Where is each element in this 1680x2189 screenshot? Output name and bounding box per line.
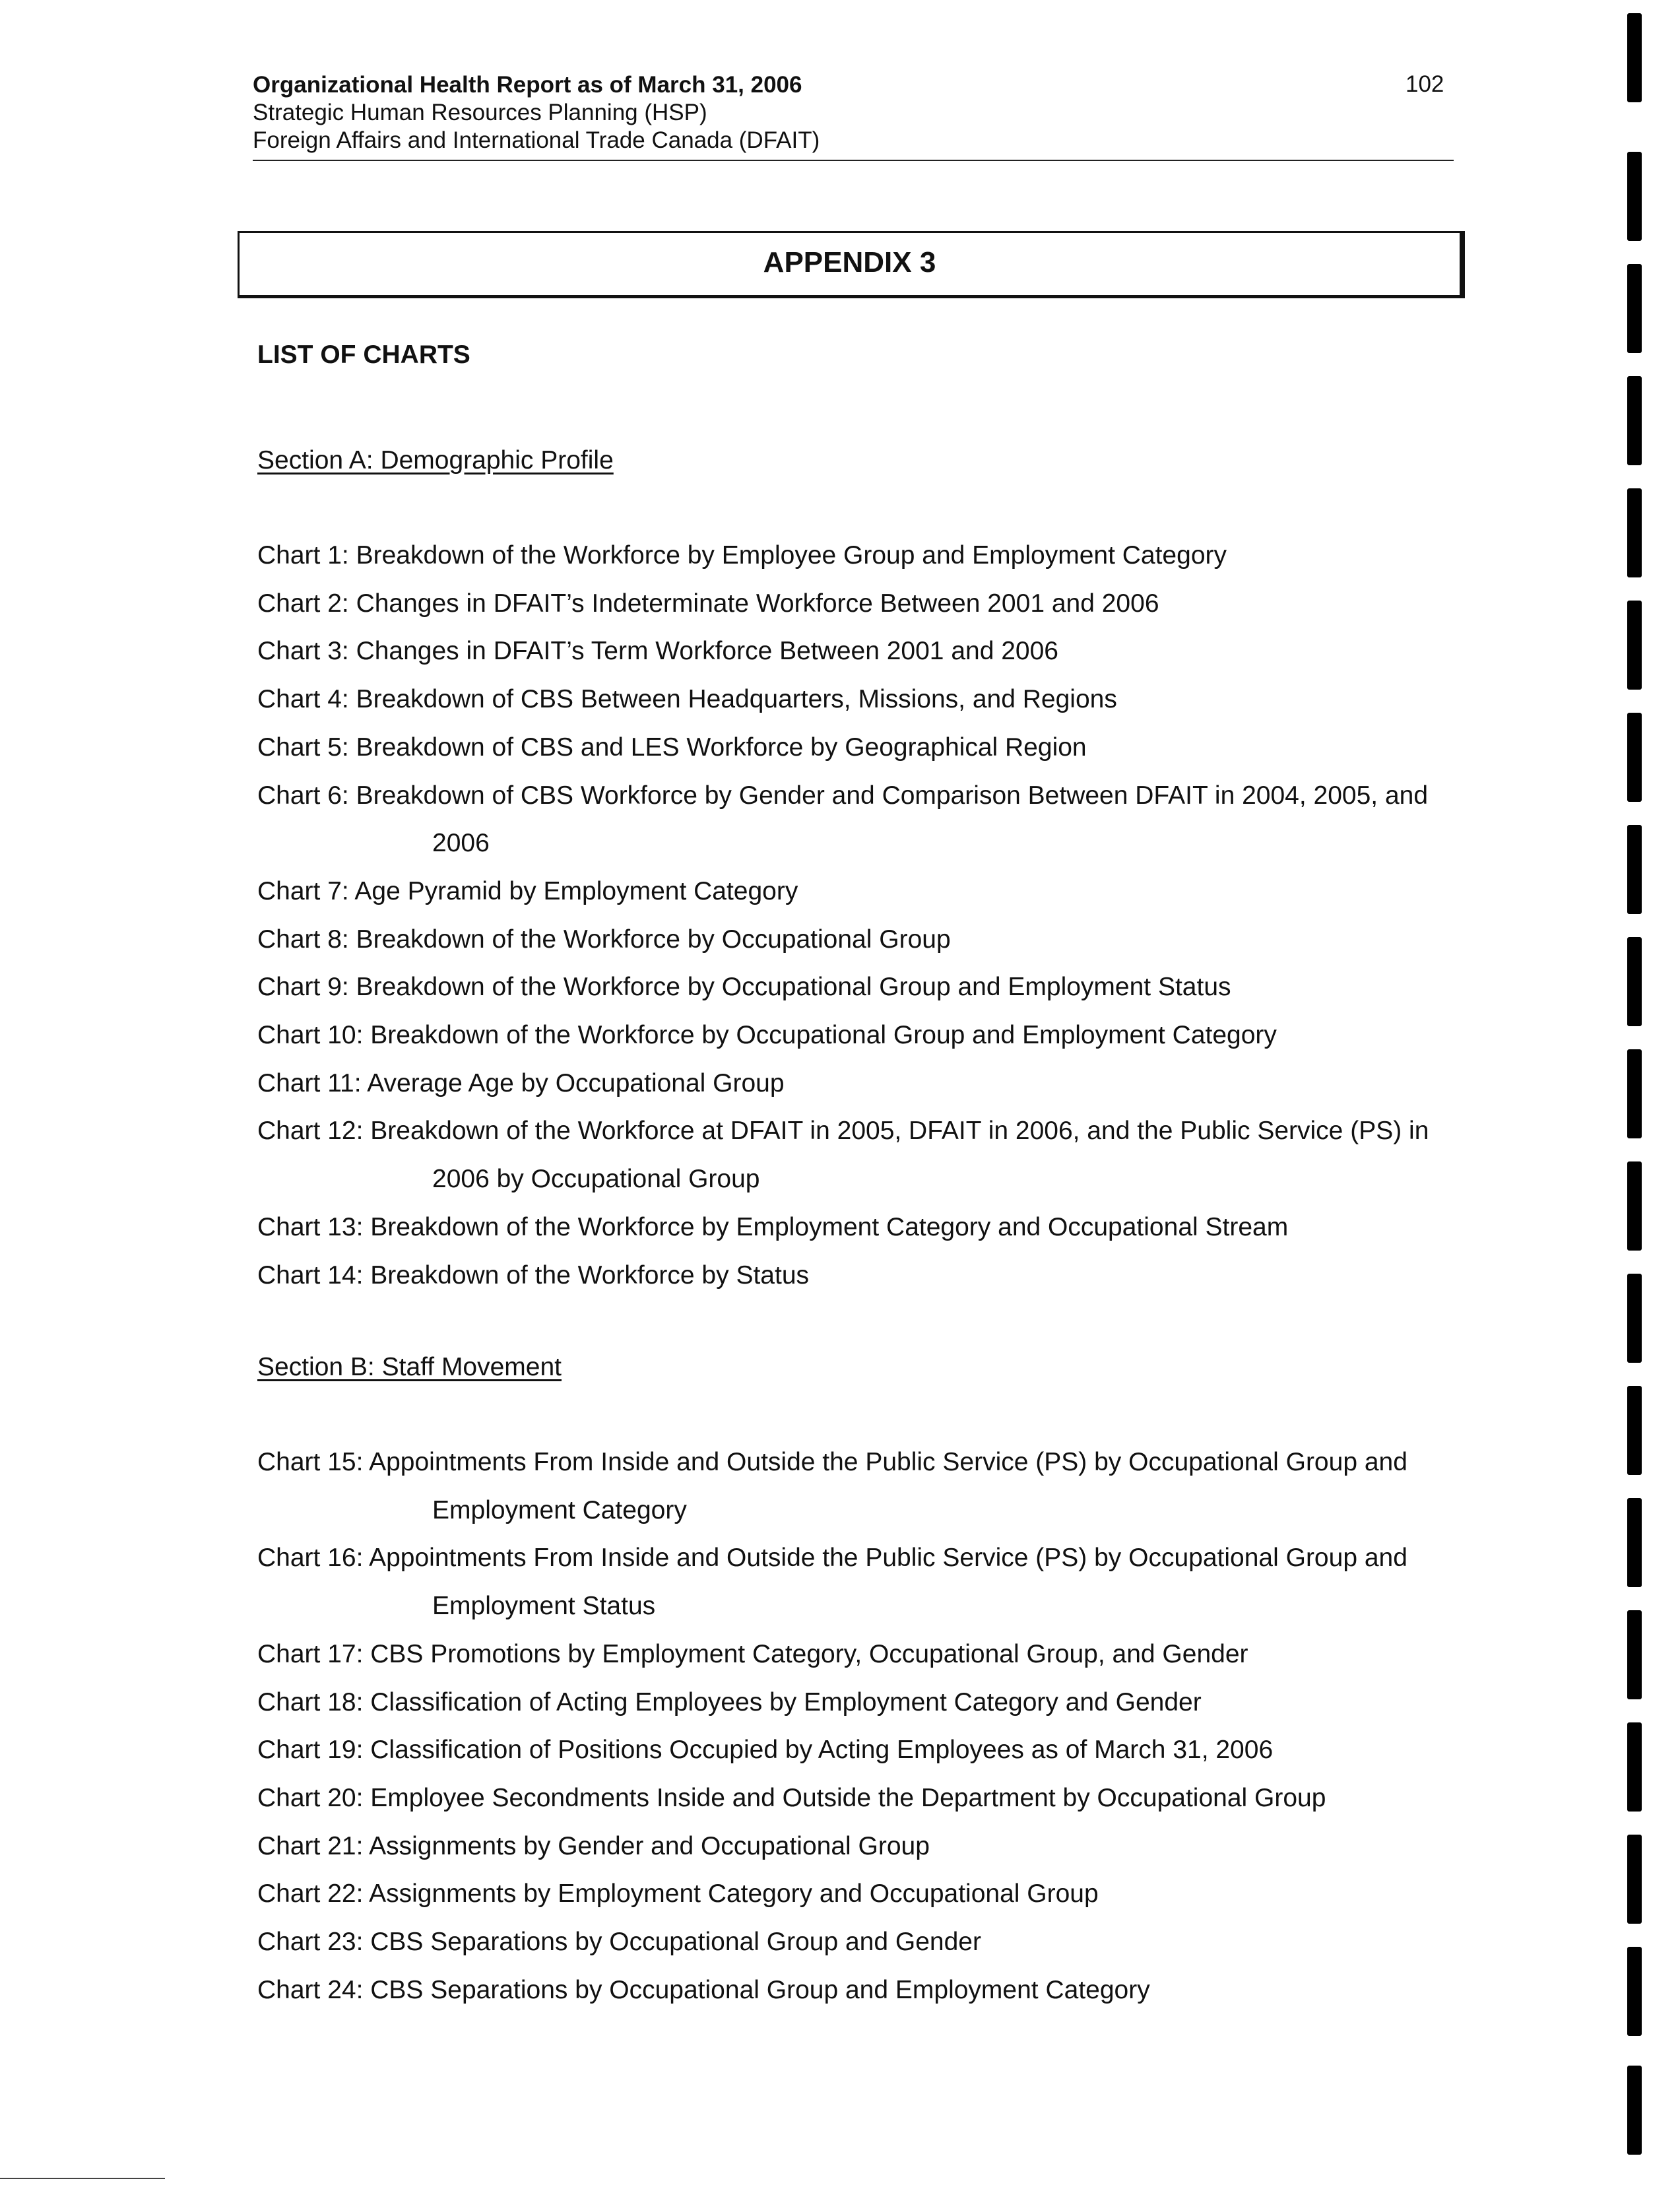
- binding-mark: [1627, 2066, 1642, 2155]
- binding-mark: [1627, 1947, 1642, 2036]
- list-item: Chart 13: Breakdown of the Workforce by Employment Category and Occupational Stream: [257, 1212, 1289, 1241]
- appendix-title-box: [238, 231, 1465, 298]
- list-item: Chart 19: Classification of Positions Occupied by Acting Employees as of March 31, 2006: [257, 1736, 1274, 1765]
- binding-mark: [1627, 1498, 1642, 1587]
- binding-mark: [1627, 1274, 1642, 1363]
- list-item: Chart 24: CBS Separations by Occupational Group and Employment Category: [257, 1975, 1150, 2004]
- binding-marks: [1617, 0, 1656, 2189]
- list-item: Chart 20: Employee Secondments Inside and Outside the Department by Occupational Group: [257, 1783, 1326, 1812]
- list-item: Chart 6: Breakdown of CBS Workforce by Gender and Comparison Between DFAIT in 2004, 2005, and 2006: [257, 781, 1429, 858]
- list-item: Chart 15: Appointments From Inside and Outside the Public Service (PS) by Occupational Group and Employment Category: [257, 1448, 1407, 1524]
- binding-mark: [1627, 488, 1642, 577]
- list-item: Chart 5: Breakdown of CBS and LES Workforce by Geographical Region: [257, 733, 1087, 762]
- binding-mark: [1627, 1722, 1642, 1812]
- list-item: Chart 23: CBS Separations by Occupational Group and Gender: [257, 1928, 981, 1957]
- list-item: Chart 12: Breakdown of the Workforce at DFAIT in 2005, DFAIT in 2006, and the Public Service (PS) in 2006 by Occupational Group: [257, 1117, 1429, 1194]
- list-item: Chart 7: Age Pyramid by Employment Category: [257, 876, 798, 905]
- list-item: Chart 11: Average Age by Occupational Group: [257, 1068, 785, 1097]
- list-item: Chart 1: Breakdown of the Workforce by Employee Group and Employment Category: [257, 541, 1227, 570]
- binding-mark: [1627, 937, 1642, 1026]
- list-item: Chart 9: Breakdown of the Workforce by Occupational Group and Employment Status: [257, 973, 1231, 1002]
- section-heading-demographic-profile: Section A: Demographic Profile: [257, 446, 614, 474]
- chart-list-section-b: [257, 1439, 1452, 2014]
- binding-mark: [1627, 152, 1642, 241]
- binding-mark: [1627, 1049, 1642, 1138]
- report-header: [253, 71, 1454, 154]
- binding-mark: [1627, 825, 1642, 914]
- list-item: Chart 3: Changes in DFAIT’s Term Workforce Between 2001 and 2006: [257, 637, 1058, 666]
- list-item: Chart 4: Breakdown of CBS Between Headquarters, Missions, and Regions: [257, 685, 1117, 714]
- appendix-title: APPENDIX 3: [763, 246, 936, 278]
- scan-edge-line: [0, 2178, 165, 2179]
- list-item: Chart 18: Classification of Acting Employees by Employment Category and Gender: [257, 1687, 1202, 1716]
- list-item: Chart 21: Assignments by Gender and Occupational Group: [257, 1831, 930, 1860]
- binding-mark: [1627, 376, 1642, 465]
- binding-mark: [1627, 264, 1642, 353]
- section-heading-staff-movement: Section B: Staff Movement: [257, 1353, 562, 1381]
- page-number: 102: [1405, 71, 1444, 97]
- binding-mark: [1627, 1610, 1642, 1699]
- report-department: Foreign Affairs and International Trade Canada (DFAIT): [253, 127, 820, 153]
- list-item: Chart 16: Appointments From Inside and Outside the Public Service (PS) by Occupational Group and Employment Status: [257, 1544, 1407, 1621]
- list-heading: LIST OF CHARTS: [257, 341, 470, 369]
- list-item: Chart 10: Breakdown of the Workforce by Occupational Group and Employment Category: [257, 1021, 1277, 1050]
- binding-mark: [1627, 1161, 1642, 1251]
- binding-mark: [1627, 1835, 1642, 1924]
- list-item: Chart 8: Breakdown of the Workforce by Occupational Group: [257, 925, 951, 954]
- binding-mark: [1627, 713, 1642, 802]
- list-item: Chart 22: Assignments by Employment Category and Occupational Group: [257, 1879, 1099, 1909]
- report-subtitle: Strategic Human Resources Planning (HSP): [253, 100, 707, 125]
- report-title: Organizational Health Report as of March 31, 2006: [253, 72, 802, 98]
- list-item: Chart 2: Changes in DFAIT’s Indeterminate Workforce Between 2001 and 2006: [257, 589, 1159, 618]
- binding-mark: [1627, 1386, 1642, 1475]
- chart-list-section-a: [257, 532, 1452, 1299]
- binding-mark: [1627, 13, 1642, 102]
- list-item: Chart 17: CBS Promotions by Employment Category, Occupational Group, and Gender: [257, 1639, 1248, 1668]
- header-rule: [253, 160, 1454, 161]
- binding-mark: [1627, 601, 1642, 690]
- list-item: Chart 14: Breakdown of the Workforce by Status: [257, 1260, 810, 1290]
